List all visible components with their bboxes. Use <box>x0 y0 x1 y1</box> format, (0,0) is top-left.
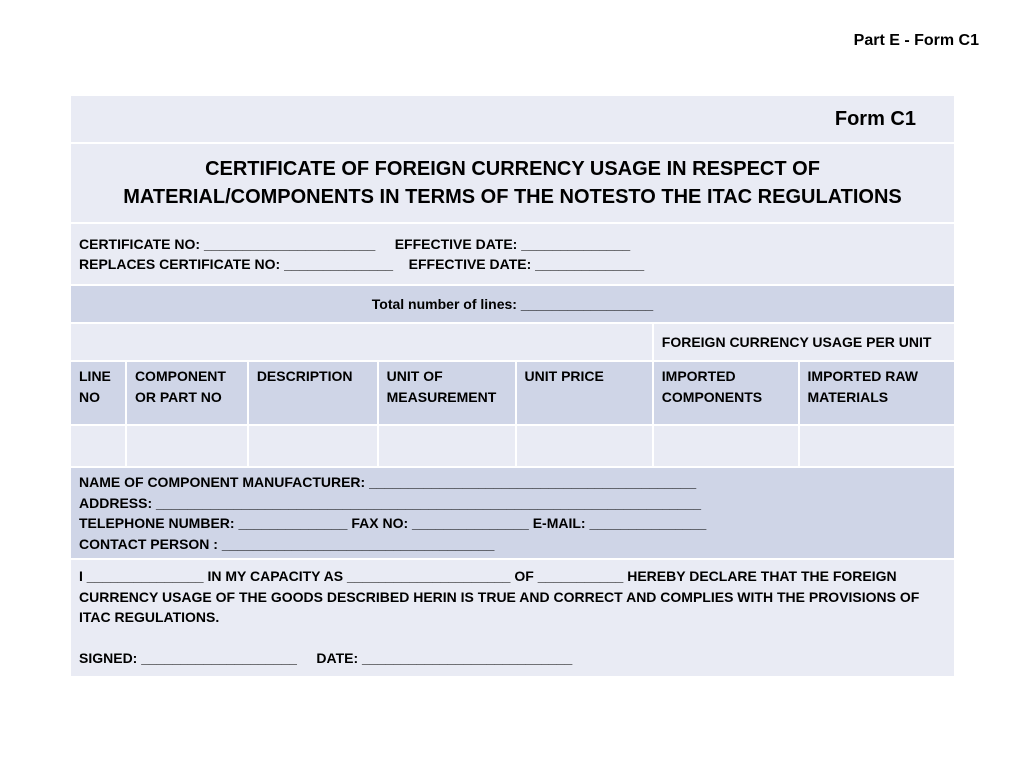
entry-cell-description[interactable] <box>248 425 378 467</box>
total-lines-label: Total number of lines: _________________ <box>371 295 654 312</box>
certificate-info-cell <box>70 223 955 285</box>
column-header-imported-components: IMPORTED COMPONENTS <box>653 361 799 425</box>
certificate-number-line: CERTIFICATE NO: ______________________ EFFECTIVE DATE: ______________ <box>79 235 631 252</box>
column-header-imported-raw-materials: IMPORTED RAW MATERIALS <box>799 361 955 425</box>
total-lines-cell <box>70 285 955 323</box>
entry-cell-component-part-no[interactable] <box>126 425 248 467</box>
declaration-line-3: ITAC REGULATIONS. <box>79 609 220 625</box>
entry-cell-imported-components[interactable] <box>653 425 799 467</box>
page-part-label: Part E - Form C1 <box>853 32 979 49</box>
column-header-description: DESCRIPTION <box>248 361 378 425</box>
signed-date-line: SIGNED: ____________________ DATE: ___________________________ <box>79 649 573 666</box>
telephone-fax-email-line: TELEPHONE NUMBER: ______________ FAX NO: _______________ E-MAIL: _______________ <box>79 515 707 531</box>
manufacturer-info-cell <box>70 467 955 559</box>
column-header-line-no: LINE NO <box>70 361 126 425</box>
usage-per-unit-label: FOREIGN CURRENCY USAGE PER UNIT <box>661 333 932 350</box>
declaration-cell <box>70 559 955 677</box>
column-header-unit-price: UNIT PRICE <box>516 361 653 425</box>
manufacturer-name-line: NAME OF COMPONENT MANUFACTURER: __________________________________________ <box>79 474 697 490</box>
form-title-line-2: MATERIAL/COMPONENTS IN TERMS OF THE NOTESTO THE ITAC REGULATIONS <box>123 186 902 208</box>
form-label-cell <box>70 95 955 143</box>
form-title-cell <box>70 143 955 223</box>
usage-per-unit-header <box>653 323 955 361</box>
column-header-unit-of-measurement: UNIT OF MEASUREMENT <box>378 361 516 425</box>
declaration-line-2: CURRENCY USAGE OF THE GOODS DESCRIBED HERIN IS TRUE AND CORRECT AND COMPLIES WITH THE PROVISIONS OF <box>79 588 920 605</box>
form-label: Form C1 <box>834 107 916 130</box>
entry-cell-unit-of-measurement[interactable] <box>378 425 516 467</box>
entry-cell-imported-raw-materials[interactable] <box>799 425 955 467</box>
contact-person-line: CONTACT PERSON : ___________________________________ <box>79 535 495 552</box>
form-c1-table <box>69 94 956 678</box>
declaration-line-1: I _______________ IN MY CAPACITY AS _____________________ OF ___________ HEREBY DECLARE THAT THE FOREIGN <box>79 568 897 584</box>
column-header-component-part-no: COMPONENT OR PART NO <box>126 361 248 425</box>
address-line: ADDRESS: ______________________________________________________________________ <box>79 494 702 511</box>
form-title-line-1: CERTIFICATE OF FOREIGN CURRENCY USAGE IN RESPECT OF <box>205 158 820 180</box>
entry-cell-line-no[interactable] <box>70 425 126 467</box>
usage-spacer-cell <box>70 323 653 361</box>
replaces-certificate-line: REPLACES CERTIFICATE NO: ______________ EFFECTIVE DATE: ______________ <box>79 256 645 272</box>
entry-cell-unit-price[interactable] <box>516 425 653 467</box>
